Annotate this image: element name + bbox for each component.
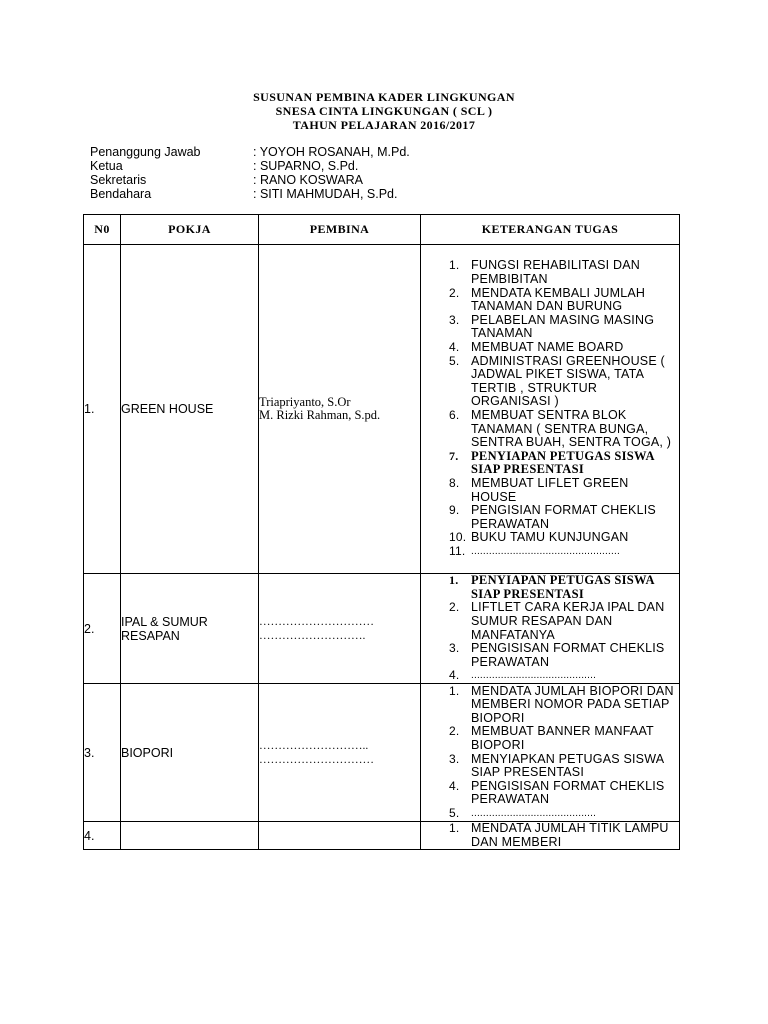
official-row bbox=[90, 145, 410, 159]
task-text: PELABELAN MASING MASING TANAMAN bbox=[471, 312, 655, 341]
task-item bbox=[421, 685, 679, 726]
col-header-no: N0 bbox=[84, 215, 121, 245]
task-number: 2. bbox=[449, 724, 460, 739]
official-name: : RANO KOSWARA bbox=[253, 173, 363, 187]
cell-pokja: GREEN HOUSE bbox=[121, 245, 259, 574]
col-header-pokja: POKJA bbox=[121, 215, 259, 245]
official-name: : SITI MAHMUDAH, S.Pd. bbox=[253, 187, 398, 201]
table-row bbox=[84, 684, 680, 822]
task-text: .................................................. bbox=[471, 545, 620, 557]
task-item bbox=[421, 780, 679, 807]
task-text: FUNGSI REHABILITASI DAN PEMBIBITAN bbox=[471, 258, 640, 287]
task-text: MEMBUAT NAME BOARD bbox=[471, 340, 624, 355]
task-text: PENGISIAN FORMAT CHEKLIS PERAWATAN bbox=[471, 503, 656, 531]
task-item bbox=[421, 531, 679, 545]
cell-pembina bbox=[259, 822, 421, 850]
cell-no: 2. bbox=[84, 574, 121, 684]
task-text: MENDATA JUMLAH BIOPORI DAN MEMBERI NOMOR PADA SETIAP BIOPORI bbox=[471, 683, 674, 725]
document-subtitle: SNESA CINTA LINGKUNGAN ( SCL ) bbox=[275, 104, 493, 118]
task-text: PENGISISAN FORMAT CHEKLIS PERAWATAN bbox=[471, 778, 665, 807]
pembina-name: M. Rizki Rahman, S.pd. bbox=[259, 408, 381, 422]
pembina-name: ………………………. bbox=[259, 629, 366, 642]
table-body bbox=[84, 245, 680, 850]
pembina-name: ……………………….. bbox=[259, 739, 369, 752]
task-text: PENGISISAN FORMAT CHEKLIS PERAWATAN bbox=[471, 641, 665, 669]
task-text: MEMBUAT SENTRA BLOK TANAMAN ( SENTRA BUNGA, SENTRA BUAH, SENTRA TOGA, ) bbox=[471, 408, 672, 450]
task-list bbox=[421, 574, 679, 683]
official-row bbox=[90, 173, 410, 187]
task-number: 8. bbox=[449, 475, 460, 490]
task-list bbox=[421, 259, 679, 558]
task-number: 4. bbox=[449, 340, 460, 355]
task-text: BUKU TAMU KUNJUNGAN bbox=[471, 530, 629, 545]
cell-pokja bbox=[121, 822, 259, 850]
assignment-table bbox=[83, 214, 680, 850]
task-number: 3. bbox=[449, 751, 460, 766]
task-item bbox=[421, 504, 679, 531]
task-number: 7. bbox=[449, 448, 459, 463]
cell-keterangan bbox=[421, 822, 680, 850]
task-number: 2. bbox=[449, 600, 460, 615]
official-name: : YOYOH ROSANAH, M.Pd. bbox=[253, 145, 410, 159]
cell-no: 1. bbox=[84, 245, 121, 574]
task-item bbox=[421, 409, 679, 450]
cell-pembina bbox=[259, 574, 421, 684]
task-item bbox=[421, 450, 679, 477]
official-role: Penanggung Jawab bbox=[90, 145, 201, 159]
task-text: MEMBUAT LIFLET GREEN HOUSE bbox=[471, 475, 629, 504]
task-item bbox=[421, 355, 679, 409]
task-item bbox=[421, 314, 679, 341]
task-number: 5. bbox=[449, 353, 460, 368]
official-row bbox=[90, 187, 410, 201]
task-text: .......................................... bbox=[471, 807, 597, 819]
task-text: MENYIAPKAN PETUGAS SISWA SIAP PRESENTASI bbox=[471, 751, 664, 780]
task-item bbox=[421, 753, 679, 780]
officials-list bbox=[90, 145, 410, 201]
task-number: 1. bbox=[449, 258, 460, 273]
task-number: 1. bbox=[449, 683, 460, 698]
task-list bbox=[421, 685, 679, 821]
task-item bbox=[421, 287, 679, 314]
table-header-row bbox=[84, 215, 680, 245]
document-title: SUSUNAN PEMBINA KADER LINGKUNGAN bbox=[253, 90, 515, 104]
task-item bbox=[421, 259, 679, 286]
pembina-name: ………………………… bbox=[259, 615, 374, 628]
task-number: 11. bbox=[449, 543, 466, 558]
task-text: PENYIAPAN PETUGAS SISWA SIAP PRESENTASI bbox=[471, 448, 655, 477]
task-item bbox=[421, 725, 679, 752]
task-item bbox=[421, 822, 679, 849]
pembina-name: ………………………… bbox=[259, 753, 374, 766]
cell-keterangan bbox=[421, 574, 680, 684]
table-row bbox=[84, 822, 680, 850]
official-row bbox=[90, 159, 410, 173]
pembina-name: Triapriyanto, S.Or bbox=[259, 395, 351, 409]
cell-pembina bbox=[259, 245, 421, 574]
cell-no: 4. bbox=[84, 822, 121, 850]
task-item bbox=[421, 601, 679, 642]
official-role: Bendahara bbox=[90, 187, 152, 201]
task-item bbox=[421, 545, 679, 559]
task-text: LIFTLET CARA KERJA IPAL DAN SUMUR RESAPAN DAN MANFATANYA bbox=[471, 600, 665, 642]
cell-no: 3. bbox=[84, 684, 121, 822]
table-row bbox=[84, 245, 680, 574]
cell-pembina bbox=[259, 684, 421, 822]
cell-keterangan bbox=[421, 245, 680, 574]
task-number: 3. bbox=[449, 641, 460, 656]
academic-year: TAHUN PELAJARAN 2016/2017 bbox=[292, 118, 476, 132]
task-list bbox=[421, 822, 679, 849]
task-number: 2. bbox=[449, 285, 460, 300]
task-number: 4. bbox=[449, 778, 460, 793]
task-number: 3. bbox=[449, 312, 460, 327]
task-item bbox=[421, 669, 679, 683]
task-number: 10. bbox=[449, 530, 467, 545]
task-item bbox=[421, 642, 679, 669]
official-role: Sekretaris bbox=[90, 173, 147, 187]
col-header-keterangan: KETERANGAN TUGAS bbox=[421, 215, 680, 245]
task-item bbox=[421, 807, 679, 821]
task-number: 4. bbox=[449, 668, 460, 683]
official-role: Ketua bbox=[90, 159, 123, 173]
task-number: 1. bbox=[449, 821, 460, 835]
cell-keterangan bbox=[421, 684, 680, 822]
task-text: ADMINISTRASI GREENHOUSE ( JADWAL PIKET SISWA, TATA TERTIB , STRUKTUR ORGANISASI ) bbox=[471, 353, 665, 409]
cell-pokja: IPAL & SUMUR RESAPAN bbox=[121, 574, 259, 684]
task-number: 6. bbox=[449, 408, 460, 422]
task-text: MENDATA KEMBALI JUMLAH TANAMAN DAN BURUNG bbox=[471, 285, 646, 314]
task-number: 9. bbox=[449, 503, 460, 518]
task-text: MEMBUAT BANNER MANFAAT BIOPORI bbox=[471, 724, 654, 752]
col-header-pembina: PEMBINA bbox=[259, 215, 421, 245]
task-text: PENYIAPAN PETUGAS SISWA SIAP PRESENTASI bbox=[471, 573, 655, 601]
task-text: .......................................... bbox=[471, 670, 597, 682]
task-item bbox=[421, 477, 679, 504]
table-row bbox=[84, 574, 680, 684]
task-text: MENDATA JUMLAH TITIK LAMPU DAN MEMBERI bbox=[471, 821, 669, 849]
task-item bbox=[421, 341, 679, 355]
task-number: 5. bbox=[449, 805, 460, 820]
task-item bbox=[421, 574, 679, 601]
official-name: : SUPARNO, S.Pd. bbox=[253, 159, 359, 173]
cell-pokja: BIOPORI bbox=[121, 684, 259, 822]
task-number: 1. bbox=[449, 573, 459, 588]
